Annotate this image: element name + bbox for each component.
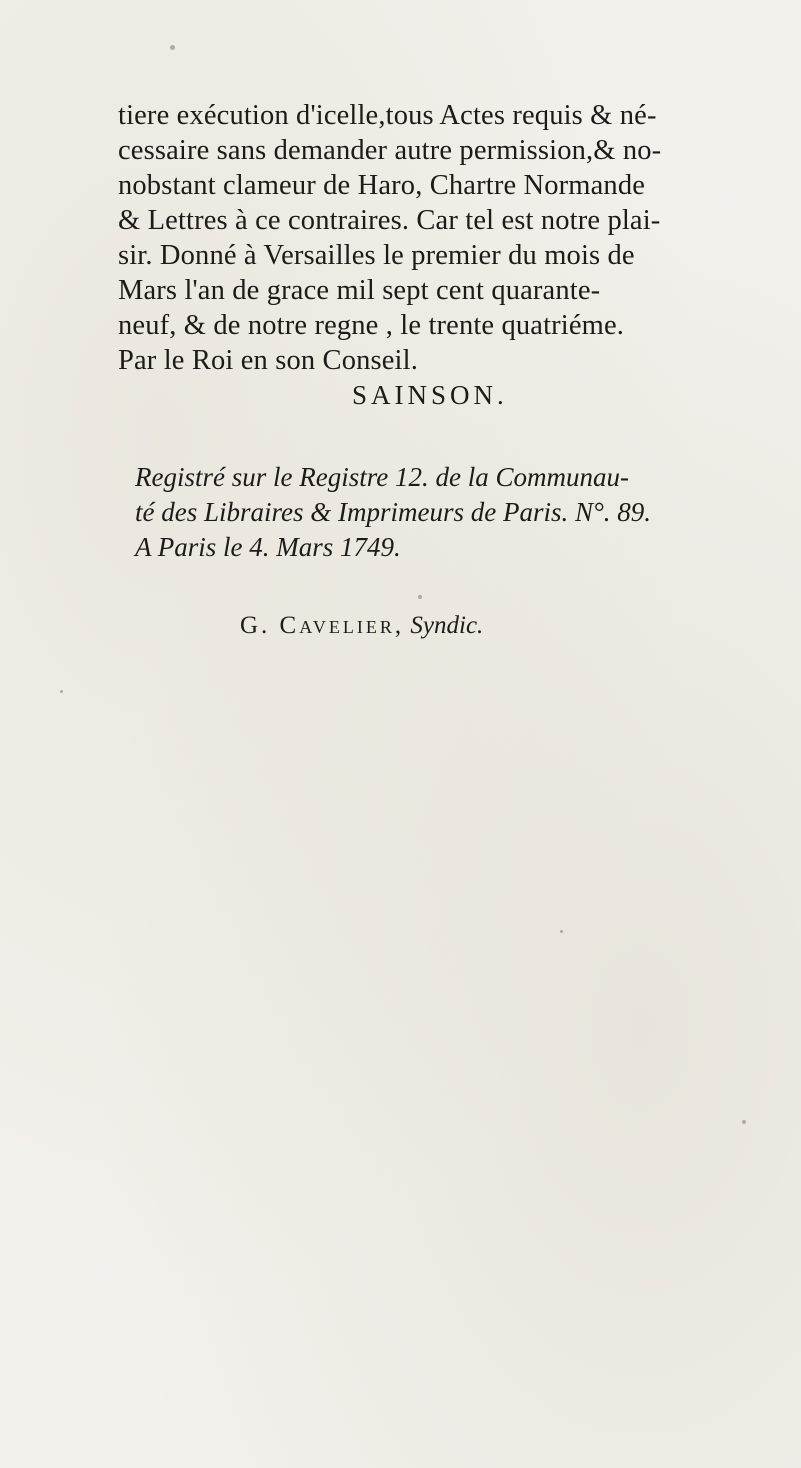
signature-sainson: SAINSON.	[352, 380, 508, 410]
paper-speck	[170, 45, 175, 50]
privilege-text	[118, 98, 698, 378]
text-line: nobstant clameur de Haro, Chartre Normande	[118, 170, 646, 201]
syndic-signature	[240, 612, 483, 640]
text-line: Par le Roi en son Conseil.	[118, 345, 418, 376]
paper-speck	[560, 930, 563, 933]
text-line: Mars l'an de grace mil sept cent quarante-	[118, 275, 601, 306]
registry-line: A Paris le 4. Mars 1749.	[135, 532, 401, 562]
paper-speck	[418, 595, 422, 599]
text-line: sir. Donné à Versailles le premier du mois de	[118, 240, 635, 271]
syndic-role: Syndic.	[410, 612, 484, 639]
registry-line: Registré sur le Registre 12. de la Communau-	[135, 462, 629, 492]
syndic-name: G. Cavelier,	[240, 612, 405, 639]
registry-note	[135, 460, 695, 565]
text-line: & Lettres à ce contraires. Car tel est notre plai-	[118, 205, 661, 236]
text-line: cessaire sans demander autre permission,& no-	[118, 135, 662, 166]
registry-line: té des Libraires & Imprimeurs de Paris. N°. 89.	[135, 497, 652, 527]
text-line: neuf, & de notre regne , le trente quatriéme.	[118, 310, 625, 341]
paper-speck	[60, 690, 63, 693]
text-line: tiere exécution d'icelle,tous Actes requis & né-	[118, 100, 657, 131]
paper-speck	[742, 1120, 746, 1124]
